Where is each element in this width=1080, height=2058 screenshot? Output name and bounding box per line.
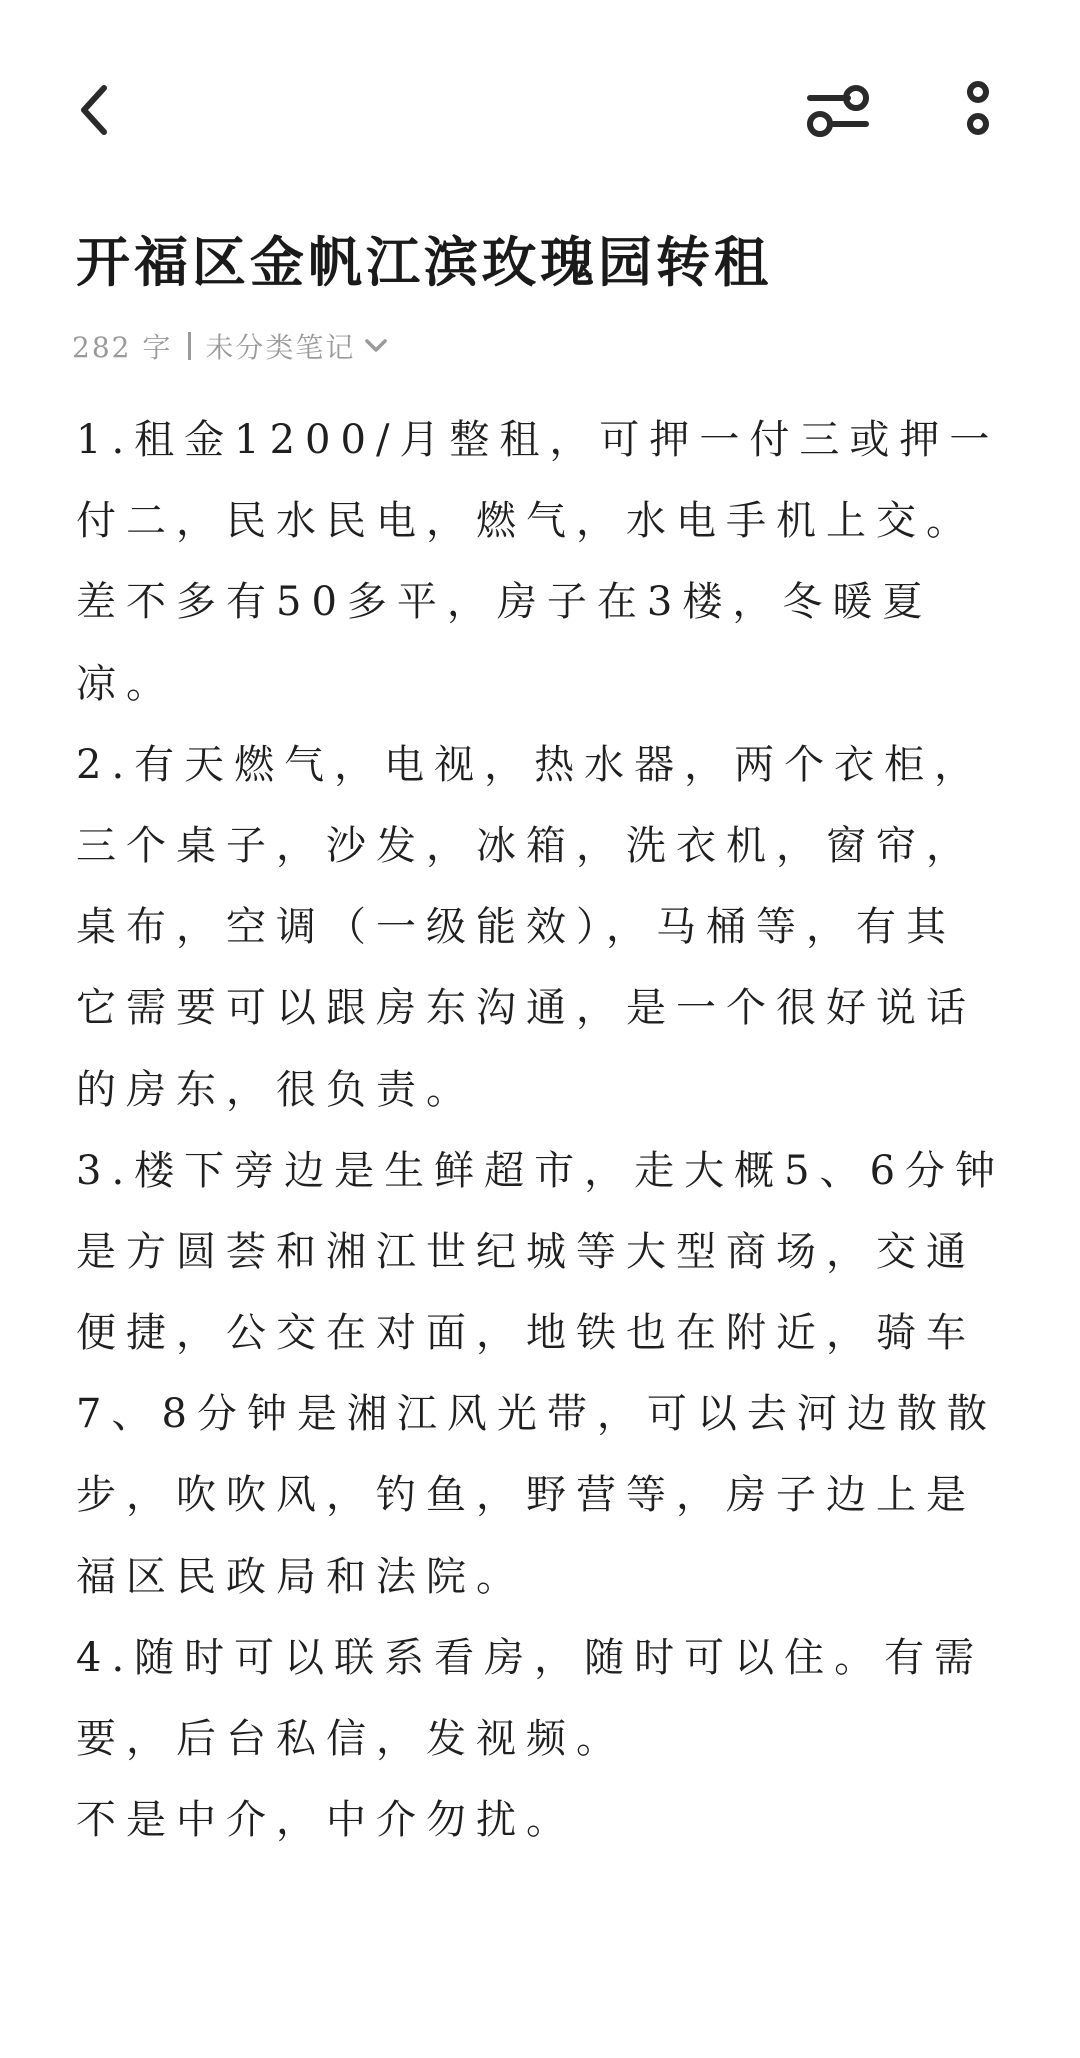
- note-line: 的房东，很负责。: [76, 1066, 476, 1113]
- chevron-down-icon: [363, 336, 389, 356]
- note-body[interactable]: [76, 400, 1020, 1861]
- note-title[interactable]: 开福区金帆江滨玫瑰园转租: [76, 230, 772, 294]
- word-count: 282 字: [72, 331, 173, 364]
- note-line: 7、8分钟是湘江风光带，可以去河边散散: [76, 1391, 997, 1438]
- note-line: 不是中介，中介勿扰。: [76, 1797, 576, 1844]
- note-line: 便捷，公交在对面，地铁也在附近，骑车: [76, 1310, 976, 1357]
- top-bar: [0, 0, 1080, 210]
- sliders-icon: [802, 78, 874, 142]
- note-line: 1.租金1200/月整租，可押一付三或押一: [76, 417, 1000, 463]
- note-line: 福区民政局和法院。: [76, 1553, 526, 1600]
- note-line: 付二，民水民电，燃气，水电手机上交。: [76, 498, 976, 545]
- back-button[interactable]: [50, 66, 138, 154]
- meta-divider: [188, 332, 191, 360]
- category-label: 未分类笔记: [205, 331, 356, 364]
- note-line: 凉。: [76, 660, 176, 707]
- note-line: 2.有天燃气，电视，热水器，两个衣柜，: [76, 741, 985, 788]
- note-line: 它需要可以跟房东沟通，是一个很好说话: [76, 985, 976, 1032]
- note-meta: [72, 322, 389, 370]
- category-selector[interactable]: [205, 326, 389, 366]
- filter-button[interactable]: [794, 66, 882, 154]
- more-vertical-icon: [958, 78, 998, 142]
- note-line: 差不多有50多平，房子在3楼，冬暖夏: [76, 579, 933, 626]
- note-line: 3.楼下旁边是生鲜超市，走大概5、6分钟: [76, 1147, 1006, 1194]
- note-line: 是方圆荟和湘江世纪城等大型商场，交通: [76, 1228, 976, 1275]
- note-line: 4.随时可以联系看房，随时可以住。有需: [76, 1634, 985, 1681]
- note-line: 步，吹吹风，钓鱼，野营等，房子边上是: [76, 1472, 976, 1519]
- note-line: 要，后台私信，发视频。: [76, 1716, 626, 1762]
- note-line: 三个桌子，沙发，冰箱，洗衣机，窗帘，: [76, 822, 976, 869]
- note-line: 桌布，空调（一级能效），马桶等，有其: [76, 904, 956, 951]
- chevron-left-icon: [72, 80, 116, 140]
- more-button[interactable]: [934, 66, 1022, 154]
